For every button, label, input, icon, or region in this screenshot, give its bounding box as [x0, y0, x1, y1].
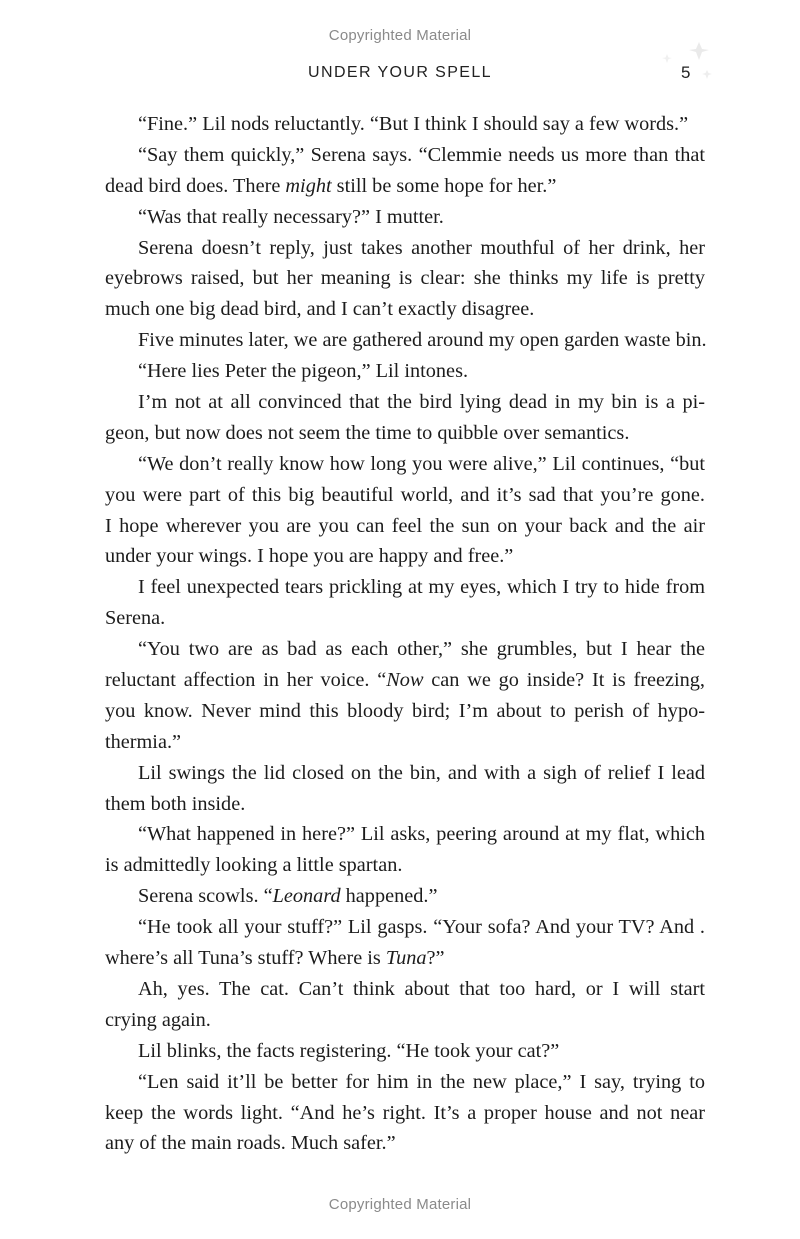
- text-line: [105, 480, 705, 511]
- text-line: [105, 974, 705, 1005]
- text-segment: “We don’t really know how long you were alive,” Lil continues, “but: [138, 452, 705, 475]
- text-segment: Lil swings the lid closed on the bin, and with a sigh of relief I lead: [138, 761, 705, 784]
- text-line: [105, 387, 705, 418]
- text-line: [105, 171, 705, 202]
- text-line: [105, 140, 705, 171]
- text-segment: Serena scowls. “: [138, 885, 273, 908]
- text-line: [105, 109, 705, 140]
- text-segment: I feel unexpected tears prickling at my eyes, which I try to hide from: [138, 576, 705, 599]
- text-segment: Now: [386, 669, 424, 692]
- text-segment: Serena.: [105, 607, 166, 630]
- text-segment: “You two are as bad as each other,” she grumbles, but I hear the: [138, 638, 705, 661]
- text-line: [105, 758, 705, 789]
- text-segment: them both inside.: [105, 792, 246, 815]
- decorative-stars-icon: [655, 40, 725, 90]
- text-line: [105, 572, 705, 603]
- text-segment: you know. Never mind this bloody bird; I’m about to perish of hypo-: [105, 699, 705, 722]
- text-line: [105, 418, 705, 449]
- text-segment: Ah, yes. The cat. Can’t think about that too hard, or I will start: [138, 977, 705, 1000]
- running-head: UNDER YOUR SPELL: [308, 64, 492, 81]
- text-segment: “Say them quickly,” Serena says. “Clemmie needs us more than that: [138, 143, 705, 166]
- text-segment: you were part of this big beautiful world, and it’s sad that you’re gone.: [105, 483, 705, 506]
- text-segment: can we go inside? It is freezing,: [423, 669, 705, 692]
- text-line: [105, 1098, 705, 1129]
- text-segment: “Len said it’ll be better for him in the new place,” I say, trying to: [138, 1070, 705, 1093]
- text-segment: Lil blinks, the facts registering. “He took your cat?”: [138, 1039, 560, 1062]
- text-line: [105, 665, 705, 696]
- text-segment: might: [285, 174, 332, 197]
- text-segment: dead bird does. There: [105, 174, 286, 197]
- text-segment: I hope wherever you are you can feel the sun on your back and the air: [105, 514, 705, 537]
- text-line: [105, 727, 705, 758]
- text-segment: Leonard: [272, 885, 341, 908]
- text-segment: under your wings. I hope you are happy and free.”: [105, 545, 514, 568]
- text-line: [105, 1036, 705, 1067]
- page-number: 5: [681, 63, 691, 82]
- text-line: [105, 263, 705, 294]
- text-line: [105, 819, 705, 850]
- text-line: [105, 325, 705, 356]
- text-segment: any of the main roads. Much safer.”: [105, 1132, 396, 1155]
- text-line: [105, 603, 705, 634]
- text-line: [105, 1128, 705, 1159]
- text-segment: “What happened in here?” Lil asks, peering around at my flat, which: [138, 823, 705, 846]
- text-line: [105, 881, 705, 912]
- text-segment: geon, but now does not seem the time to quibble over semantics.: [105, 421, 630, 444]
- text-line: [105, 1067, 705, 1098]
- text-line: [105, 943, 705, 974]
- text-segment: ?”: [426, 947, 445, 970]
- text-line: [105, 541, 705, 572]
- text-segment: is admittedly looking a little spartan.: [105, 854, 403, 877]
- text-line: [105, 233, 705, 264]
- text-segment: where’s all Tuna’s stuff? Where is: [105, 947, 386, 970]
- text-line: [105, 356, 705, 387]
- text-line: [105, 202, 705, 233]
- text-segment: keep the words light. “And he’s right. It’s a proper house and not near: [105, 1101, 705, 1124]
- text-line: [105, 634, 705, 665]
- text-segment: much one big dead bird, and I can’t exactly disagree.: [105, 298, 535, 321]
- text-segment: Five minutes later, we are gathered around my open garden waste bin.: [138, 329, 707, 352]
- text-line: [105, 912, 705, 943]
- text-line: [105, 449, 705, 480]
- text-segment: reluctant affection in her voice. “: [105, 669, 387, 692]
- book-body-text: [105, 109, 705, 1159]
- text-line: [105, 696, 705, 727]
- text-segment: happened.”: [340, 885, 438, 908]
- text-segment: still be some hope for her.”: [331, 174, 557, 197]
- text-line: [105, 789, 705, 820]
- copyright-watermark-bottom: Copyrighted Material: [328, 1196, 472, 1213]
- text-segment: Tuna: [385, 947, 427, 970]
- text-line: [105, 850, 705, 881]
- text-line: [105, 1005, 705, 1036]
- text-segment: Serena doesn’t reply, just takes another mouthful of her drink, her: [138, 236, 705, 259]
- text-segment: thermia.”: [105, 730, 182, 753]
- text-segment: crying again.: [105, 1008, 211, 1031]
- text-segment: “Was that really necessary?” I mutter.: [138, 205, 444, 228]
- text-line: [105, 511, 705, 542]
- text-segment: “Here lies Peter the pigeon,” Lil intones.: [138, 360, 469, 383]
- text-segment: I’m not at all convinced that the bird lying dead in my bin is a pi-: [138, 391, 705, 414]
- copyright-watermark-top: Copyrighted Material: [328, 27, 472, 44]
- text-segment: “Fine.” Lil nods reluctantly. “But I think I should say a few words.”: [138, 113, 689, 135]
- text-segment: eyebrows raised, but her meaning is clear: she thinks my life is pretty: [105, 267, 705, 290]
- text-line: [105, 294, 705, 325]
- text-segment: “He took all your stuff?” Lil gasps. “Your sofa? And your TV? And .: [138, 916, 705, 939]
